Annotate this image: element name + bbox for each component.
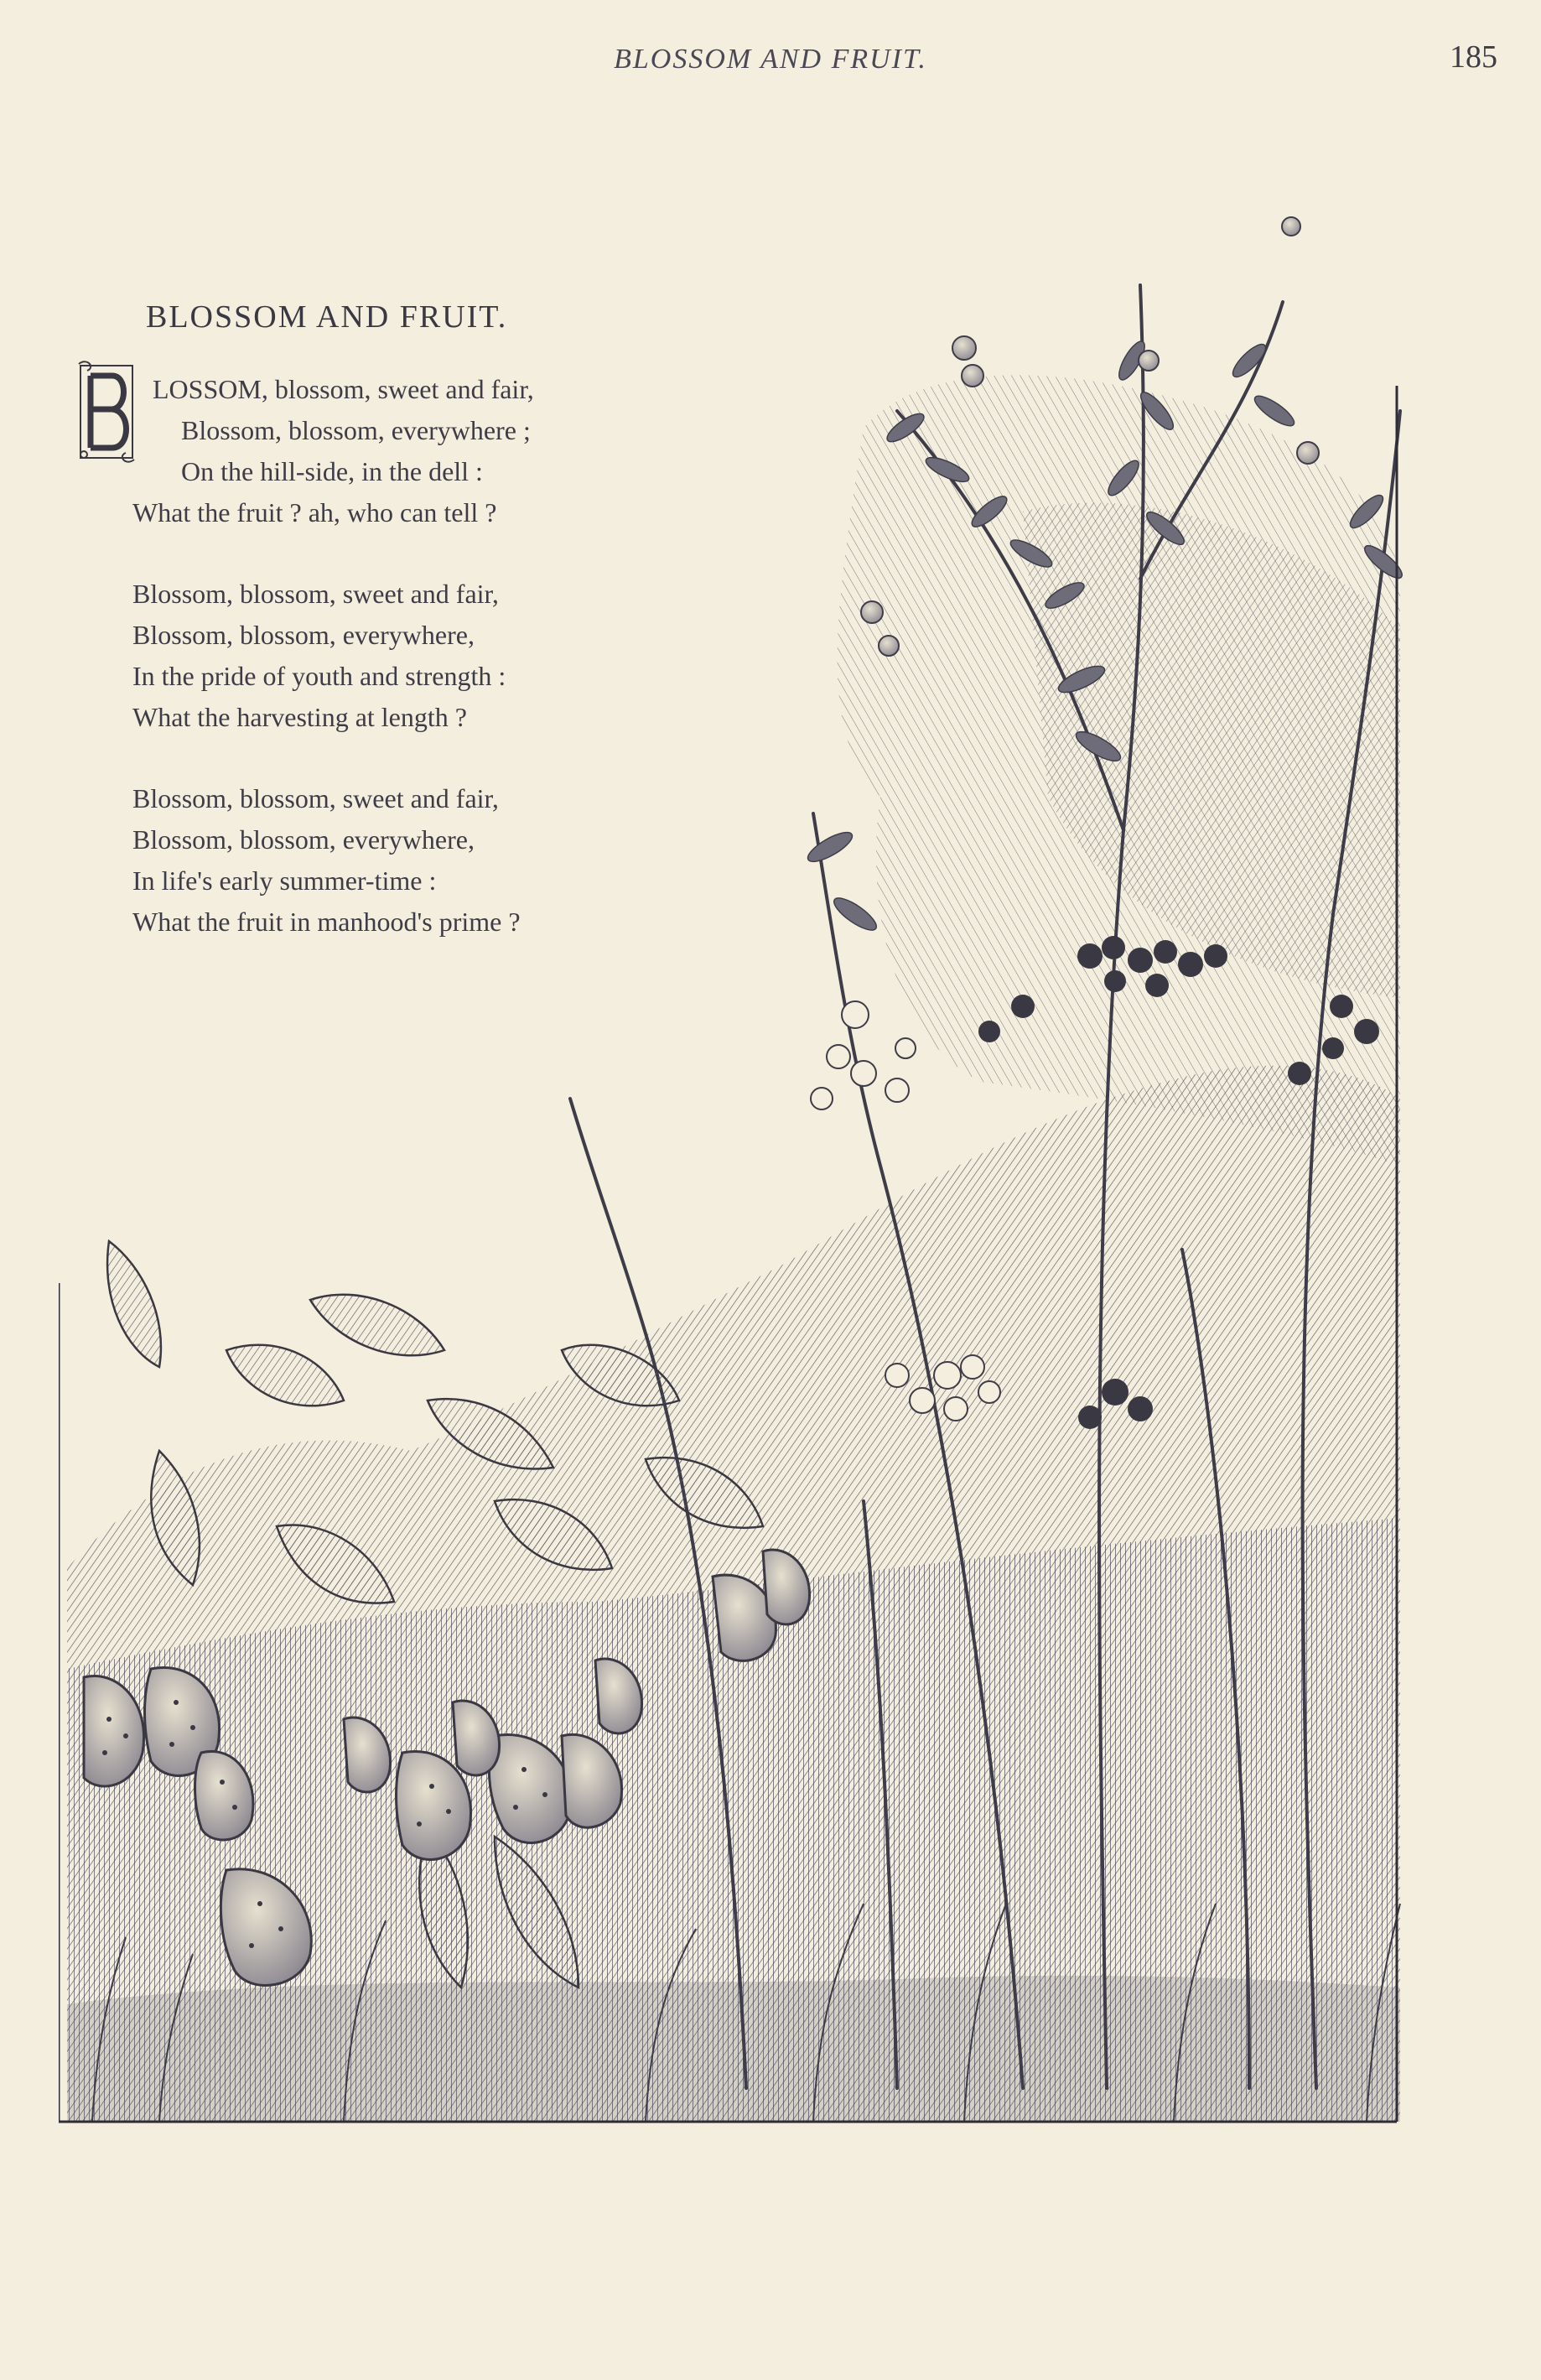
poem-body — [132, 369, 669, 983]
poem-line: In the pride of youth and strength : — [132, 661, 506, 691]
poem-line: In life's early summer-time : — [132, 865, 437, 896]
poem-line: Blossom, blossom, everywhere, — [132, 620, 475, 650]
poem-line-text: LOSSOM, blossom, sweet and fair, — [153, 374, 534, 404]
poem-line: What the fruit ? ah, who can tell ? — [132, 497, 497, 527]
ornamental-drop-cap-b — [75, 359, 137, 465]
stanza-3 — [132, 778, 669, 943]
poem-line: Blossom, blossom, sweet and fair, — [132, 783, 499, 813]
poem-line: On the hill-side, in the dell : — [181, 456, 483, 486]
poem-title: BLOSSOM AND FRUIT. — [146, 299, 508, 335]
poem-line: What the fruit in manhood's prime ? — [132, 907, 521, 937]
poem-line: Blossom, blossom, sweet and fair, — [132, 579, 499, 609]
poem-line: Blossom, blossom, everywhere ; — [181, 415, 531, 445]
running-head: BLOSSOM AND FRUIT. — [614, 44, 927, 75]
stanza-1 — [132, 369, 669, 533]
stanza-2 — [132, 574, 669, 738]
poem-line: Blossom, blossom, everywhere, — [132, 824, 475, 855]
page-number: 185 — [1450, 39, 1497, 75]
poem-line: What the harvesting at length ? — [132, 702, 467, 732]
poem-line — [132, 369, 669, 410]
